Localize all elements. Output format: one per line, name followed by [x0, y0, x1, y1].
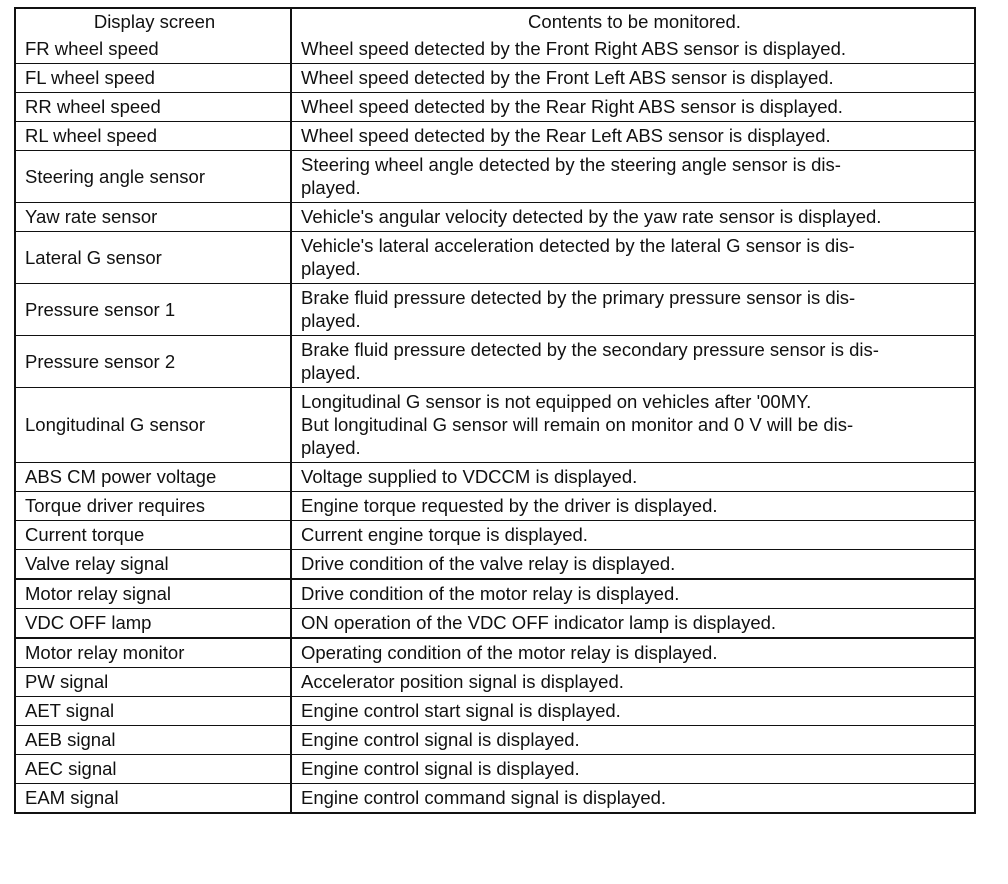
contents-cell	[291, 638, 975, 668]
contents-line: Engine control start signal is displayed.	[301, 700, 621, 721]
table-row	[15, 64, 975, 93]
display-screen-cell: FR wheel speed	[15, 35, 291, 64]
contents-line: Vehicle's lateral acceleration detected by the lateral G sensor is dis-	[301, 235, 855, 256]
contents-line: Accelerator position signal is displayed.	[301, 671, 624, 692]
table-row	[15, 579, 975, 609]
table-row	[15, 35, 975, 64]
display-screen-cell: Pressure sensor 1	[15, 284, 291, 336]
display-screen-cell: Motor relay monitor	[15, 638, 291, 668]
table-row	[15, 203, 975, 232]
table-row	[15, 609, 975, 639]
contents-line: But longitudinal G sensor will remain on monitor and 0 V will be dis-	[301, 414, 854, 435]
display-screen-cell: EAM signal	[15, 784, 291, 814]
contents-line: Voltage supplied to VDCCM is displayed.	[301, 466, 638, 487]
display-screen-cell: VDC OFF lamp	[15, 609, 291, 639]
header-contents-monitored: Contents to be monitored.	[291, 8, 975, 35]
contents-line: Drive condition of the valve relay is displayed.	[301, 553, 676, 574]
contents-line: played.	[301, 177, 361, 198]
table-row	[15, 463, 975, 492]
contents-cell	[291, 609, 975, 639]
contents-cell	[291, 726, 975, 755]
contents-line: Vehicle's angular velocity detected by the yaw rate sensor is displayed.	[301, 206, 882, 227]
contents-cell	[291, 521, 975, 550]
display-screen-cell: Longitudinal G sensor	[15, 388, 291, 463]
table-row	[15, 755, 975, 784]
table-row	[15, 726, 975, 755]
contents-line: Drive condition of the motor relay is displayed.	[301, 583, 680, 604]
table-row	[15, 284, 975, 336]
contents-cell	[291, 35, 975, 64]
contents-line: Brake fluid pressure detected by the secondary pressure sensor is dis-	[301, 339, 879, 360]
header-display-screen: Display screen	[15, 8, 291, 35]
display-screen-cell: Steering angle sensor	[15, 151, 291, 203]
contents-line: Longitudinal G sensor is not equipped on vehicles after '00MY.	[301, 391, 812, 412]
contents-cell	[291, 579, 975, 609]
table-row	[15, 336, 975, 388]
contents-line: Wheel speed detected by the Front Left ABS sensor is displayed.	[301, 67, 834, 88]
table-header	[15, 8, 975, 35]
display-screen-cell: Pressure sensor 2	[15, 336, 291, 388]
contents-line: Operating condition of the motor relay is displayed.	[301, 642, 718, 663]
contents-line: Wheel speed detected by the Rear Left ABS sensor is displayed.	[301, 125, 831, 146]
contents-line: played.	[301, 258, 361, 279]
display-screen-cell: AEC signal	[15, 755, 291, 784]
contents-cell	[291, 697, 975, 726]
display-screen-cell: ABS CM power voltage	[15, 463, 291, 492]
contents-line: played.	[301, 310, 361, 331]
contents-cell	[291, 284, 975, 336]
table-row	[15, 638, 975, 668]
contents-cell	[291, 93, 975, 122]
header-row	[15, 8, 975, 35]
display-screen-cell: Lateral G sensor	[15, 232, 291, 284]
contents-line: played.	[301, 362, 361, 383]
contents-line: Wheel speed detected by the Rear Right ABS sensor is displayed.	[301, 96, 843, 117]
display-screen-cell: Motor relay signal	[15, 579, 291, 609]
display-screen-cell: RR wheel speed	[15, 93, 291, 122]
contents-cell	[291, 203, 975, 232]
contents-cell	[291, 492, 975, 521]
contents-line: Engine control command signal is displayed.	[301, 787, 667, 808]
table-row	[15, 697, 975, 726]
contents-cell	[291, 668, 975, 697]
display-screen-cell: Valve relay signal	[15, 550, 291, 580]
table-row	[15, 492, 975, 521]
contents-cell	[291, 232, 975, 284]
contents-cell	[291, 122, 975, 151]
contents-line: Current engine torque is displayed.	[301, 524, 588, 545]
contents-cell	[291, 336, 975, 388]
table-body	[15, 35, 975, 813]
table-row	[15, 521, 975, 550]
contents-line: Engine control signal is displayed.	[301, 729, 580, 750]
table-row	[15, 550, 975, 580]
contents-line: ON operation of the VDC OFF indicator lamp is displayed.	[301, 612, 777, 633]
contents-cell	[291, 64, 975, 93]
display-screen-cell: AET signal	[15, 697, 291, 726]
table-row	[15, 388, 975, 463]
table-row	[15, 232, 975, 284]
table-row	[15, 668, 975, 697]
table-row	[15, 151, 975, 203]
contents-line: Brake fluid pressure detected by the primary pressure sensor is dis-	[301, 287, 856, 308]
display-screen-cell: Torque driver requires	[15, 492, 291, 521]
contents-line: Wheel speed detected by the Front Right ABS sensor is displayed.	[301, 38, 847, 59]
contents-line: Engine control signal is displayed.	[301, 758, 580, 779]
display-screen-cell: RL wheel speed	[15, 122, 291, 151]
table-row	[15, 93, 975, 122]
display-screen-cell: Yaw rate sensor	[15, 203, 291, 232]
contents-line: Steering wheel angle detected by the steering angle sensor is dis-	[301, 154, 841, 175]
contents-cell	[291, 151, 975, 203]
display-screen-cell: PW signal	[15, 668, 291, 697]
contents-line: Engine torque requested by the driver is displayed.	[301, 495, 718, 516]
contents-cell	[291, 463, 975, 492]
table-row	[15, 784, 975, 814]
display-screen-cell: FL wheel speed	[15, 64, 291, 93]
monitor-items-table	[14, 7, 976, 814]
contents-cell	[291, 388, 975, 463]
table-row	[15, 122, 975, 151]
contents-line: played.	[301, 437, 361, 458]
contents-cell	[291, 550, 975, 580]
contents-cell	[291, 784, 975, 814]
display-screen-cell: AEB signal	[15, 726, 291, 755]
contents-cell	[291, 755, 975, 784]
display-screen-cell: Current torque	[15, 521, 291, 550]
